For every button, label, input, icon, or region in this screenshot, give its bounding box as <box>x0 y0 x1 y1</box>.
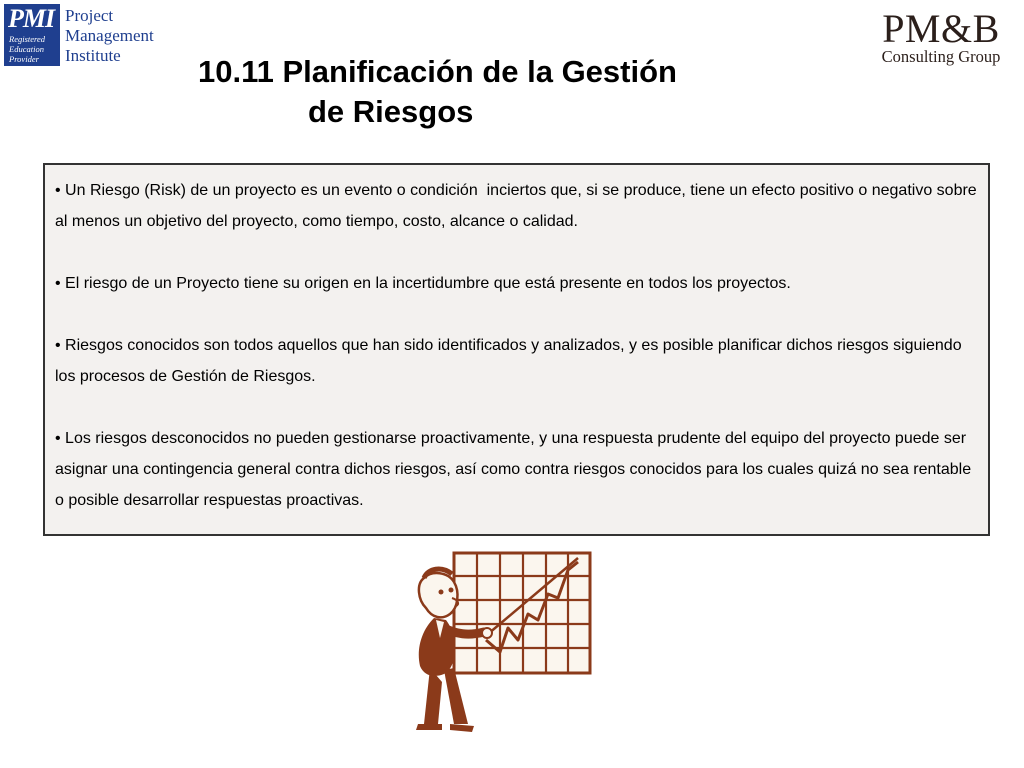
presenter-chart-illustration <box>408 548 596 734</box>
chart-board <box>454 553 590 673</box>
slide-title-line-2: de Riesgos <box>308 94 474 129</box>
slide-title-line-1: 10.11 Planificación de la Gestión <box>198 54 677 89</box>
pmi-logo <box>4 4 154 68</box>
bullet-risk-definition: • Un Riesgo (Risk) de un proyecto es un evento o condición inciertos que, si se produce, tiene un efecto positivo o negativo sobre al menos un objetivo del proyecto, como tiempo, costo, alcance o calidad. <box>55 182 982 230</box>
pmb-logo-subtitle: Consulting Group <box>881 47 1001 66</box>
pmb-logo-name: PM&B <box>882 6 1000 51</box>
bullet-risk-origin: • El riesgo de un Proyecto tiene su origen en la incertidumbre que está presente en todos los proyectos. <box>55 275 791 292</box>
bullet-unknown-risks: • Los riesgos desconocidos no pueden gestionarse proactivamente, y una respuesta prudente del equipo del proyecto puede ser asignar una contingencia general contra dichos riesgos, así como contra riesgos conocidos para los cuales quizá no sea rentable o posible desarrollar respuestas proactivas. <box>55 430 976 509</box>
pmb-logo <box>866 8 1016 72</box>
pmi-name <box>65 6 154 66</box>
pmi-badge-line-3: Provider <box>9 54 39 64</box>
pmi-badge-line-2: Education <box>9 44 44 54</box>
pmi-badge-line-1: Registered <box>9 34 46 44</box>
pmi-name-line-3: Institute <box>65 46 121 65</box>
pmi-mark <box>4 4 60 66</box>
bullet-known-risks: • Riesgos conocidos son todos aquellos que han sido identificados y analizados, y es posible planificar dichos riesgos siguiendo los procesos de Gestión de Riesgos. <box>55 337 967 385</box>
content-box <box>43 163 990 536</box>
pmi-mark-letters: PMI <box>8 4 55 33</box>
pmi-name-line-1: Project <box>65 6 114 25</box>
pmi-name-line-2: Management <box>65 26 154 45</box>
